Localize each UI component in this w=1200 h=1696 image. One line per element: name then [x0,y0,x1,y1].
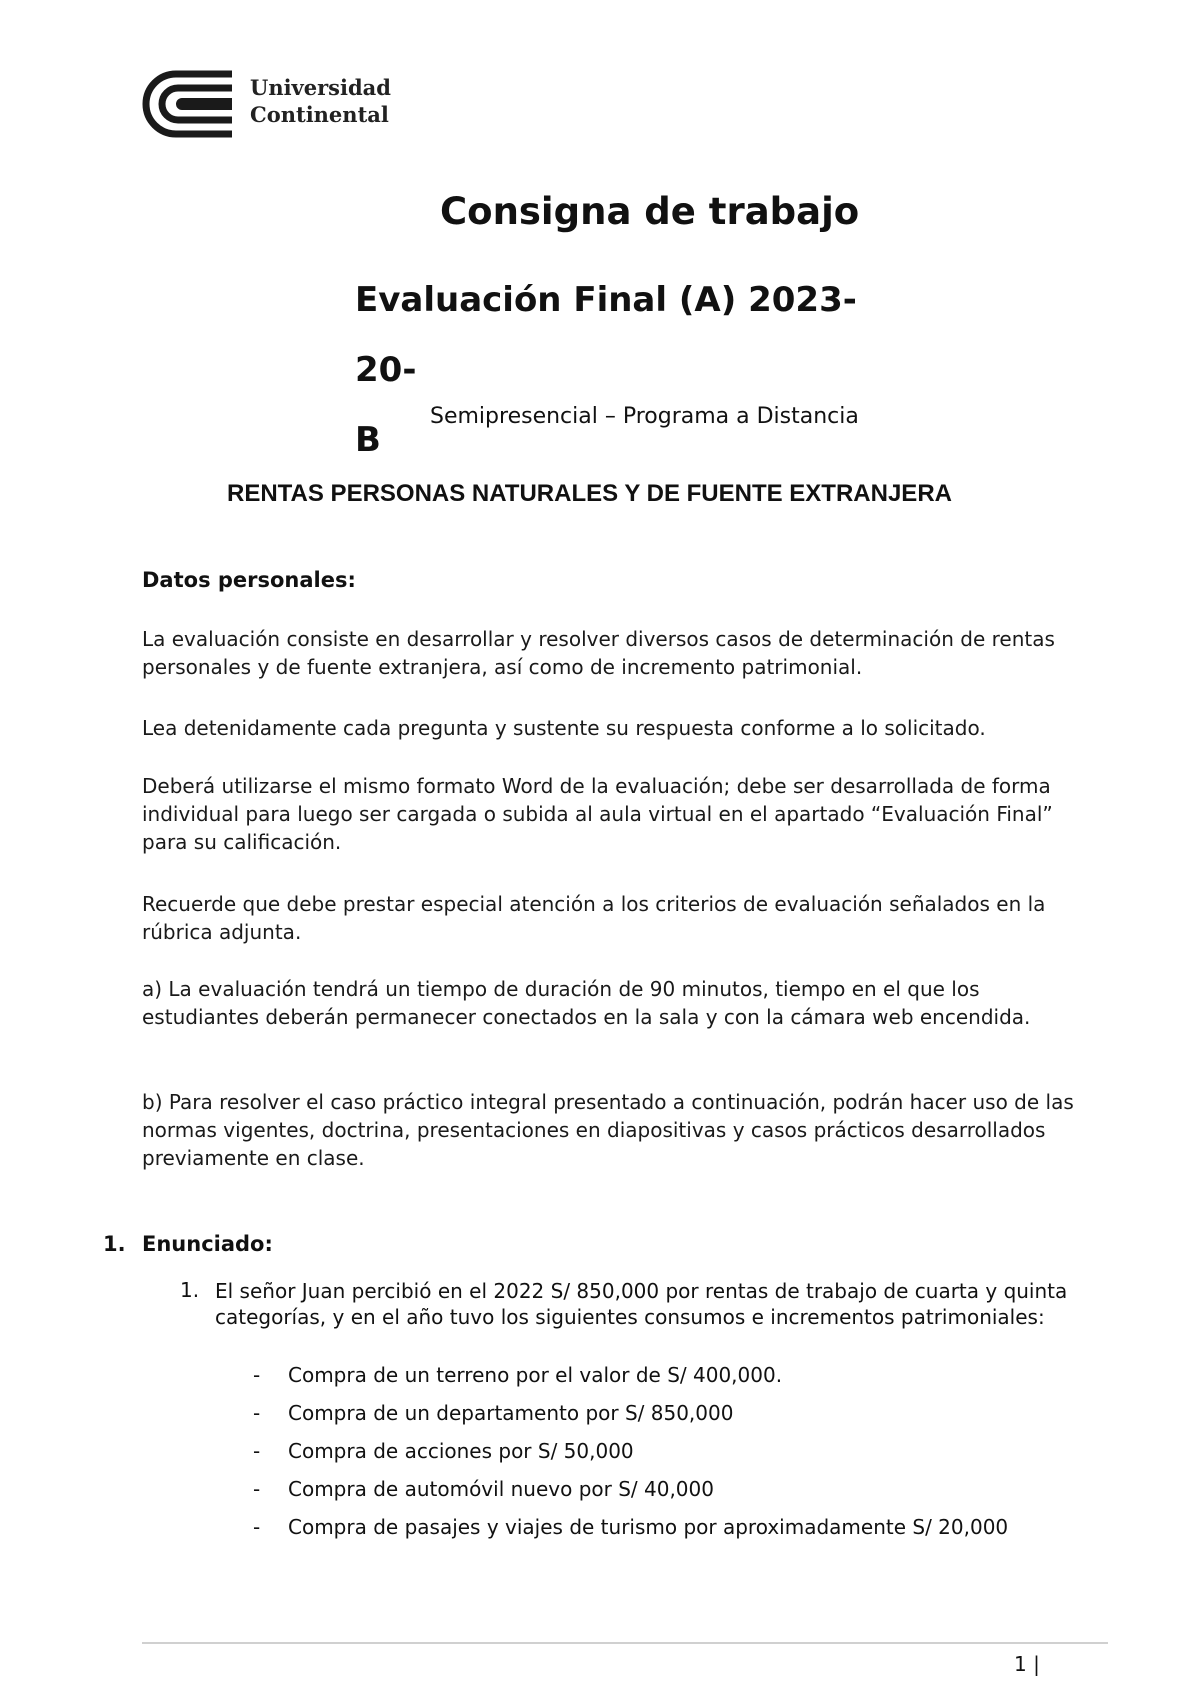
personal-data-heading: Datos personales: [142,568,356,592]
paragraph-format: Deberá utilizarse el mismo formato Word de la evaluación; debe ser desarrollada de forma individual para luego ser cargada o subida al aula virtual en el apartado “Evaluación Final” para su calificación. [142,774,1053,854]
paragraph-intro: La evaluación consiste en desarrollar y resolver diversos casos de determinación de rentas personales y de fuente extranjera, así como de incremento patrimonial. [142,627,1055,679]
bullet-marker: - [253,1477,261,1501]
exam-subtitle [355,265,915,475]
exam-subtitle-line-1: Evaluación Final (A) 2023-20- [355,280,857,390]
bullet-item: Compra de automóvil nuevo por S/ 40,000 [288,1477,714,1501]
course-title: RENTAS PERSONAS NATURALES Y DE FUENTE EXTRANJERA [227,480,952,507]
logo-mark-icon [142,70,234,138]
bullet-item: Compra de un departamento por S/ 850,000 [288,1401,734,1425]
bullet-marker: - [253,1515,261,1539]
bullet-item: Compra de un terreno por el valor de S/ 400,000. [288,1363,783,1387]
section-number: 1. [103,1232,126,1256]
logo-text [250,74,391,128]
list-item-number: 1. [180,1278,200,1302]
page-title: Consigna de trabajo [440,190,860,233]
paragraph-time: a) La evaluación tendrá un tiempo de duración de 90 minutos, tiempo en el que los estudiantes deberán permanecer conectados en la sala y con la cámara web encendida. [142,977,1031,1029]
paragraph-resources: b) Para resolver el caso práctico integral presentado a continuación, podrán hacer uso de las normas vigentes, doctrina, presentaciones en diapositivas y casos prácticos desarrollados previamente en clase. [142,1090,1074,1170]
bullet-item: Compra de pasajes y viajes de turismo por aproximadamente S/ 20,000 [288,1515,1009,1539]
footer-divider [142,1642,1108,1644]
bullet-item: Compra de acciones por S/ 50,000 [288,1439,634,1463]
exam-subtitle-line-2: B [355,420,381,460]
logo-line-1: Universidad [250,75,391,100]
logo-line-2: Continental [250,102,389,127]
university-logo [142,70,391,142]
enunciado-heading: Enunciado: [142,1232,273,1256]
bullet-marker: - [253,1439,261,1463]
list-item-text: El señor Juan percibió en el 2022 S/ 850,000 por rentas de trabajo de cuarta y quinta categorías, y en el año tuvo los siguientes consumos e incrementos patrimoniales: [215,1279,1068,1329]
bullet-marker: - [253,1401,261,1425]
program-mode: Semipresencial – Programa a Distancia [430,404,859,429]
paragraph-instructions: Lea detenidamente cada pregunta y sustente su respuesta conforme a lo solicitado. [142,716,986,740]
paragraph-criteria: Recuerde que debe prestar especial atención a los criterios de evaluación señalados en la rúbrica adjunta. [142,892,1046,944]
bullet-marker: - [253,1363,261,1387]
page-number: 1 | [1014,1652,1040,1676]
